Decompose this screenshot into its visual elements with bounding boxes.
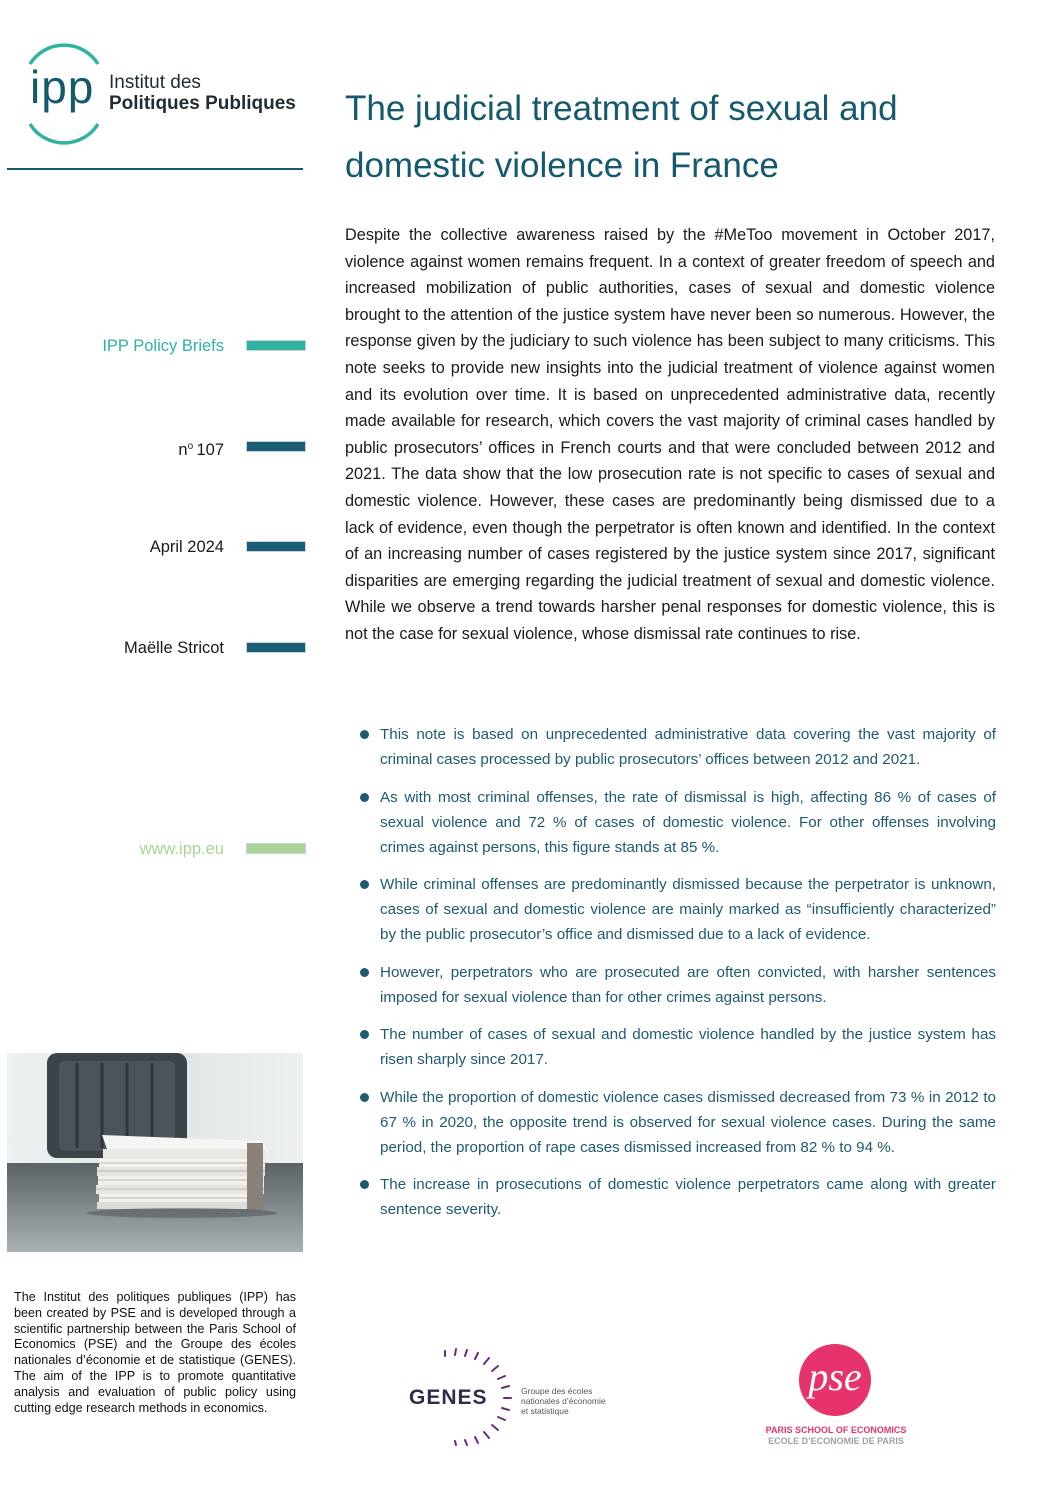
abstract: Despite the collective awareness raised by the #MeToo movement in October 2017, violence against women remains frequent. In a context of greater freedom of speech and increased mobilization of public authorities, cases of sexual and domestic violence brought to the attention of the justice system have never been so numerous. However, the response given by the judiciary to such violence has been subject to many criticisms. This note seeks to provide new insights into the judicial treatment of violence against women and its evolution over time. It is based on unprecedented administrative data, recently made available for research, which covers the vast majority of criminal cases handled by public prosecutors’ offices in French courts and that were concluded between 2012 and 2021. The data show that the low prosecution rate is not specific to cases of sexual and domestic violence. However, these cases are predominantly being dismissed due to a lack of evidence, even though the perpetrator is often known and identified. In the context of an increasing number of cases registered by the justice system since 2017, significant disparities are emerging regarding the judicial treatment of sexual and domestic violence. While we observe a trend towards harsher penal responses for domestic violence, this is not the case for sexual violence, whose dismissal rate continues to rise. <box>345 226 995 643</box>
genes-name: GENES <box>409 1386 488 1409</box>
author-name: Maëlle Stricot <box>124 639 224 657</box>
bullet-icon <box>360 793 369 802</box>
bullet-icon <box>360 880 369 889</box>
pse-line1: PARIS SCHOOL OF ECONOMICS <box>765 1425 907 1435</box>
date-bar <box>246 541 306 552</box>
series-label: IPP Policy Briefs <box>102 337 224 355</box>
sidebar-number <box>20 437 310 457</box>
sidebar-website <box>20 839 310 859</box>
pse-line2: ECOLE D’ECONOMIE DE PARIS <box>768 1436 904 1446</box>
key-point: While the proportion of domestic violence cases dismissed decreased from 73 % in 2012 to 67 % in 2020, the opposite trend is observed for sexual violence cases. During the same period, the proportion of rape cases dismissed increased from 82 % to 94 %. <box>360 1085 996 1160</box>
issue-number: $n^o$ 107 <box>178 441 224 459</box>
page-title: The judicial treatment of sexual and domestic violence in France <box>345 89 898 185</box>
logo-line2: Politiques Publiques <box>109 93 296 114</box>
cover-photo <box>7 1053 303 1252</box>
bullet-icon <box>360 968 369 977</box>
pse-logo <box>755 1343 915 1453</box>
genes-subtitle: Groupe des écoles nationales d’économie et statistique <box>521 1386 606 1416</box>
ipp-logo <box>20 40 310 150</box>
publication-date: April 2024 <box>149 538 224 556</box>
sidebar-author <box>20 638 310 658</box>
key-point: However, perpetrators who are prosecuted are often convicted, with harsher sentences imposed for sexual violence than for other crimes against persons. <box>360 960 996 1010</box>
sidebar-date <box>20 537 310 557</box>
logo-divider <box>7 168 303 170</box>
bullet-icon <box>360 730 369 739</box>
bullet-icon <box>360 1180 369 1189</box>
sidebar-series <box>20 336 310 356</box>
document-stack-illustration <box>7 1053 303 1252</box>
key-point: This note is based on unprecedented administrative data covering the vast majority of criminal cases processed by public prosecutors’ offices between 2012 and 2021. <box>360 722 996 772</box>
genes-logo <box>405 1348 615 1446</box>
key-point: While criminal offenses are predominantly dismissed because the perpetrator is unknown, cases of sexual and domestic violence are mainly marked as “insufficiently characterized” by the public prosecutor’s office and dismissed due to a lack of evidence. <box>360 872 996 947</box>
logo-line1: Institut des <box>109 72 201 93</box>
bullet-icon <box>360 1030 369 1039</box>
website-link[interactable]: www.ipp.eu <box>139 840 224 858</box>
author-bar <box>246 642 306 653</box>
bullet-icon <box>360 1093 369 1102</box>
key-point: The increase in prosecutions of domestic violence perpetrators came along with greater sentence severity. <box>360 1172 996 1222</box>
logo-ipp-text: ipp <box>30 61 95 113</box>
about-ipp: The Institut des politiques publiques (IPP) has been created by PSE and is developed through a scientific partnership between the Paris School of Economics (PSE) and the Groupe des écoles nationales d’économie et de statistique (GENES). The aim of the IPP is to promote quantitative analysis and evaluation of public policy using cutting edge research methods in economics. <box>14 1290 296 1415</box>
key-point: As with most criminal offenses, the rate of dismissal is high, affecting 86 % of cases of sexual violence and 72 % of cases of domestic violence. For other offenses involving crimes against persons, this figure stands at 85 %. <box>360 785 996 860</box>
pse-mark: pse <box>808 1354 862 1399</box>
website-bar <box>246 843 306 854</box>
key-points-list <box>360 722 996 1235</box>
key-point: The number of cases of sexual and domestic violence handled by the justice system has risen sharply since 2017. <box>360 1022 996 1072</box>
series-bar <box>246 340 306 351</box>
number-bar <box>246 441 306 452</box>
